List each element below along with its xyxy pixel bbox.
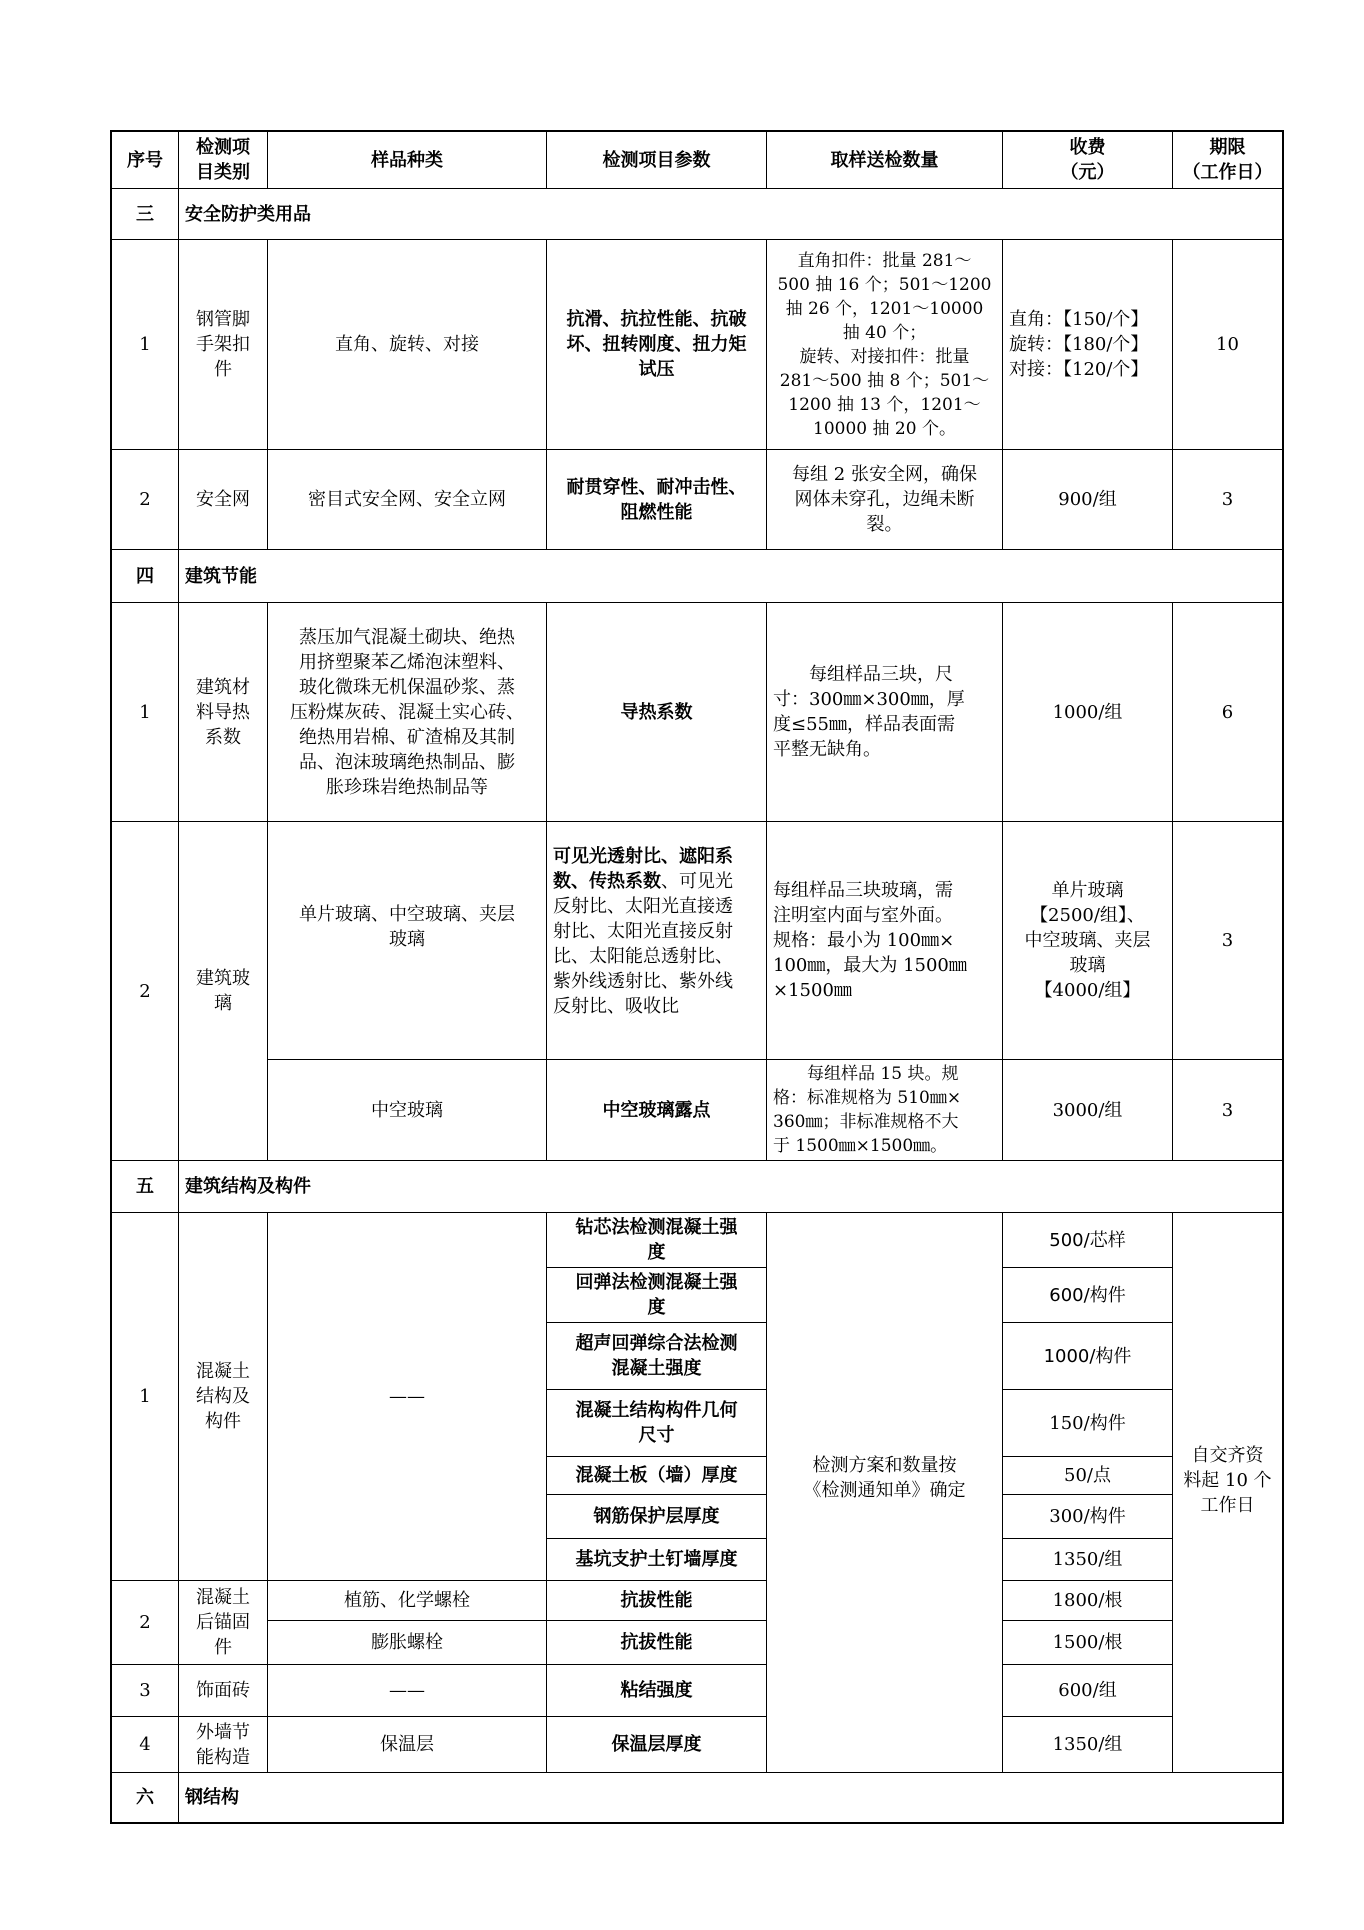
section-title: 建筑节能 <box>179 550 1282 603</box>
row-params: 粘结强度 <box>547 1665 767 1717</box>
row-qty: 每组 2 张安全网，确保 网体未穿孔，边绳未断 裂。 <box>767 450 1003 550</box>
row-fee: 50/点 <box>1003 1457 1173 1495</box>
header-sample: 样品种类 <box>268 132 547 189</box>
row-sample: —— <box>268 1665 547 1717</box>
row-number: 2 <box>112 1581 179 1665</box>
row-fee: 1000/组 <box>1003 603 1173 822</box>
row-fee: 900/组 <box>1003 450 1173 550</box>
header-fee: 收费 （元） <box>1003 132 1173 189</box>
row-number: 1 <box>112 603 179 822</box>
header-params: 检测项目参数 <box>547 132 767 189</box>
section-number: 四 <box>112 550 179 603</box>
row-category: 安全网 <box>179 450 268 550</box>
row-fee: 1500/根 <box>1003 1621 1173 1665</box>
row-qty: 直角扣件：批量 281～ 500 抽 16 个；501～1200 抽 26 个，1201～10000 抽 40 个； 旋转、对接扣件：批量 281～500 抽 8 个；501～ 1200 抽 13 个，1201～ 10000 抽 20 个。 <box>767 240 1003 450</box>
row-params: 混凝土结构构件几何 尺寸 <box>547 1390 767 1457</box>
row-period: 3 <box>1173 1060 1282 1161</box>
row-category: 混凝土 后锚固 件 <box>179 1581 268 1665</box>
row-number: 2 <box>112 822 179 1161</box>
row-params-key: 可见光透射比、遮阳系 数、传热系数 <box>553 846 733 892</box>
row-fee: 150/构件 <box>1003 1390 1173 1457</box>
section-title: 安全防护类用品 <box>179 189 1282 240</box>
row-number: 2 <box>112 450 179 550</box>
row-category: 建筑材 料导热 系数 <box>179 603 268 822</box>
row-fee: 1000/构件 <box>1003 1323 1173 1390</box>
row-fee: 600/组 <box>1003 1665 1173 1717</box>
row-category: 钢管脚 手架扣 件 <box>179 240 268 450</box>
header-period: 期限 （工作日） <box>1173 132 1282 189</box>
row-category: 饰面砖 <box>179 1665 268 1717</box>
section-title: 钢结构 <box>185 1787 239 1808</box>
row-params: 抗拔性能 <box>547 1621 767 1665</box>
row-sample: 单片玻璃、中空玻璃、夹层 玻璃 <box>268 822 547 1060</box>
row-qty: 每组样品 15 块。规 格：标准规格为 510㎜× 360㎜；非标准规格不大 于 1500㎜×1500㎜。 <box>767 1060 1003 1161</box>
row-params: 回弹法检测混凝土强 度 <box>547 1268 767 1323</box>
row-fee: 500/芯样 <box>1003 1213 1173 1268</box>
header-no: 序号 <box>112 132 179 189</box>
shared-qty: 检测方案和数量按 《检测通知单》确定 <box>767 1213 1003 1773</box>
row-sample: 保温层 <box>268 1717 547 1773</box>
row-period: 6 <box>1173 603 1282 822</box>
row-params: 中空玻璃露点 <box>547 1060 767 1161</box>
row-fee: 300/构件 <box>1003 1495 1173 1539</box>
row-sample: 密目式安全网、安全立网 <box>268 450 547 550</box>
row-params: 基坑支护土钉墙厚度 <box>547 1539 767 1581</box>
row-number: 4 <box>112 1717 179 1773</box>
row-number: 3 <box>112 1665 179 1717</box>
section-title: 建筑结构及构件 <box>179 1161 1282 1213</box>
row-category: 外墙节 能构造 <box>179 1717 268 1773</box>
row-params: 导热系数 <box>547 603 767 822</box>
row-fee: 3000/组 <box>1003 1060 1173 1161</box>
row-params: 超声回弹综合法检测 混凝土强度 <box>547 1323 767 1390</box>
row-params: 钢筋保护层厚度 <box>547 1495 767 1539</box>
row-params: 抗拔性能 <box>547 1581 767 1621</box>
row-period: 3 <box>1173 450 1282 550</box>
row-params: 保温层厚度 <box>547 1717 767 1773</box>
section-number: 六 <box>112 1773 179 1822</box>
row-period: 3 <box>1173 822 1282 1060</box>
fee-schedule-table <box>110 130 1284 1824</box>
row-sample: 膨胀螺栓 <box>268 1621 547 1665</box>
row-category: 混凝土 结构及 构件 <box>179 1213 268 1581</box>
header-qty: 取样送检数量 <box>767 132 1003 189</box>
row-category: 建筑玻 璃 <box>179 822 268 1161</box>
row-sample: 植筋、化学螺栓 <box>268 1581 547 1621</box>
row-fee: 1350/组 <box>1003 1539 1173 1581</box>
row-number: 1 <box>112 240 179 450</box>
section-number: 五 <box>112 1161 179 1213</box>
row-params <box>547 822 767 1060</box>
row-number: 1 <box>112 1213 179 1581</box>
row-params: 钻芯法检测混凝土强 度 <box>547 1213 767 1268</box>
row-qty: 每组样品三块，尺 寸：300㎜×300㎜，厚 度≤55㎜，样品表面需 平整无缺角。 <box>767 603 1003 822</box>
row-params-rest: 、可见光 反射比、太阳光直接透 射比、太阳光直接反射 比、太阳能总透射比、 紫外线透射比、紫外线 反射比、吸收比 <box>553 871 733 1017</box>
row-sample: 直角、旋转、对接 <box>268 240 547 450</box>
row-qty: 每组样品三块玻璃，需 注明室内面与室外面。 规格：最小为 100㎜× 100㎜，最大为 1500㎜ ×1500㎜ <box>767 822 1003 1060</box>
row-fee: 1800/根 <box>1003 1581 1173 1621</box>
header-category: 检测项 目类别 <box>179 132 268 189</box>
section-number: 三 <box>112 189 179 240</box>
row-sample: —— <box>268 1213 547 1581</box>
row-fee: 直角：【150/个】 旋转：【180/个】 对接：【120/个】 <box>1003 240 1173 450</box>
row-fee: 600/构件 <box>1003 1268 1173 1323</box>
row-params: 抗滑、抗拉性能、抗破 坏、扭转刚度、扭力矩 试压 <box>547 240 767 450</box>
row-sample: 中空玻璃 <box>268 1060 547 1161</box>
row-params: 耐贯穿性、耐冲击性、 阻燃性能 <box>547 450 767 550</box>
row-sample: 蒸压加气混凝土砌块、绝热 用挤塑聚苯乙烯泡沫塑料、 玻化微珠无机保温砂浆、蒸 压粉煤灰砖、混凝土实心砖、 绝热用岩棉、矿渣棉及其制 品、泡沫玻璃绝热制品、膨 胀珍珠岩绝热制品等 <box>268 603 547 822</box>
row-params: 混凝土板（墙）厚度 <box>547 1457 767 1495</box>
row-period: 10 <box>1173 240 1282 450</box>
shared-period: 自交齐资 料起 10 个 工作日 <box>1173 1213 1282 1773</box>
row-fee: 1350/组 <box>1003 1717 1173 1773</box>
row-fee: 单片玻璃 【2500/组】、 中空玻璃、夹层 玻璃 【4000/组】 <box>1003 822 1173 1060</box>
